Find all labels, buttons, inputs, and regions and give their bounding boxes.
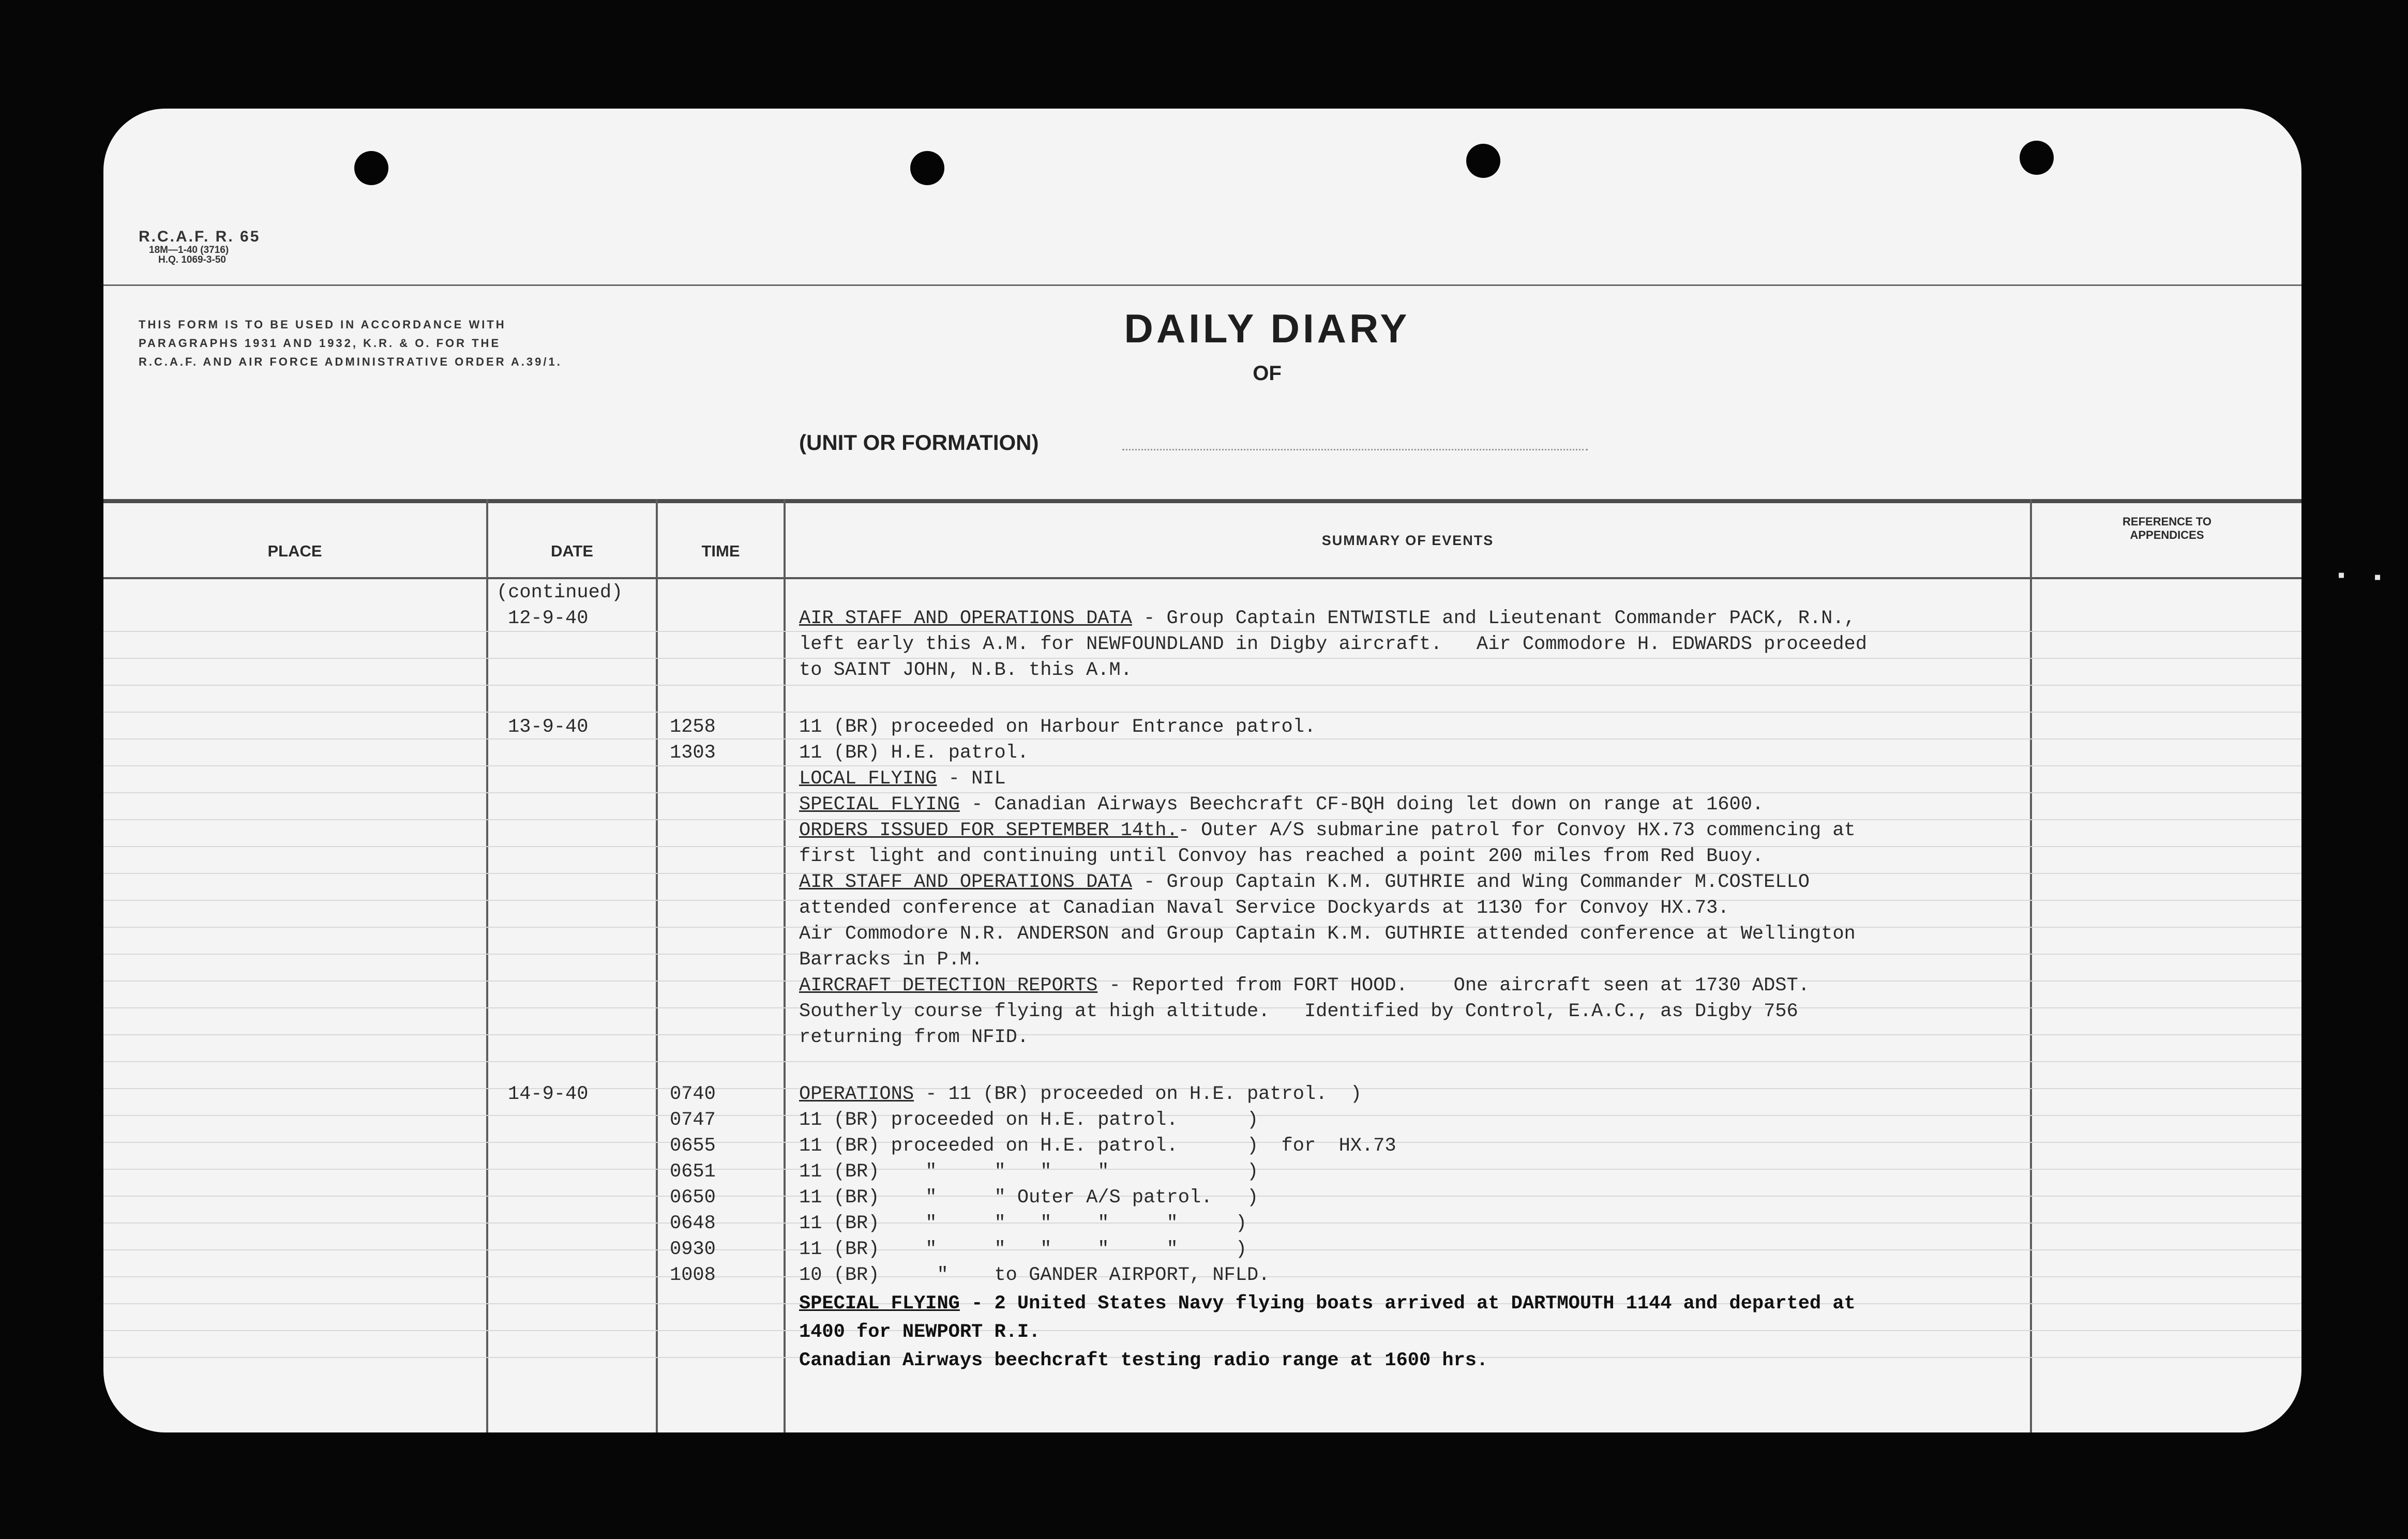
header-divider [103, 284, 2301, 286]
entry-time: 1258 [670, 716, 716, 738]
entry-date: 13-9-40 [508, 716, 589, 738]
entry-time: 0747 [670, 1109, 716, 1131]
scan-speck: ▪ [2374, 566, 2382, 589]
summary-line: 11 (BR) H.E. patrol. [799, 742, 1029, 764]
summary-line: left early this A.M. for NEWFOUNDLAND in Digby aircraft. Air Commodore H. EDWARDS proceeded [799, 633, 1867, 655]
summary-heading: AIRCRAFT DETECTION REPORTS [799, 975, 1098, 997]
summary-line: 11 (BR) proceeded on H.E. patrol. ) for HX.73 [799, 1135, 1396, 1157]
summary-line: 10 (BR) " to GANDER AIRPORT, NFLD. [799, 1264, 1270, 1286]
entry-time: 0650 [670, 1187, 716, 1209]
column-header-date: DATE [550, 542, 594, 560]
summary-line: 11 (BR) " " " " ) [799, 1161, 1259, 1183]
punch-hole [354, 151, 388, 185]
column-divider [486, 499, 488, 1432]
summary-heading: SPECIAL FLYING [799, 1293, 960, 1315]
entry-time: 0740 [670, 1083, 716, 1105]
summary-line: first light and continuing until Convoy has reached a point 200 miles from Red Buoy. [799, 846, 1764, 867]
summary-line: 11 (BR) proceeded on H.E. patrol. ) [799, 1109, 1259, 1131]
title-of: OF [1253, 362, 1282, 385]
summary-line: returning from NFID. [799, 1027, 1029, 1048]
summary-heading: AIR STAFF AND OPERATIONS DATA [799, 871, 1132, 893]
entry-time: 1303 [670, 742, 716, 764]
entry-date: 14-9-40 [508, 1083, 589, 1105]
summary-heading: AIR STAFF AND OPERATIONS DATA [799, 608, 1132, 629]
summary-line: 11 (BR) proceeded on Harbour Entrance patrol. [799, 716, 1316, 738]
summary-line: AIRCRAFT DETECTION REPORTS - Reported from FORT HOOD. One aircraft seen at 1730 ADST. [799, 975, 1810, 997]
summary-line: 11 (BR) " " Outer A/S patrol. ) [799, 1187, 1259, 1209]
summary-heading: ORDERS ISSUED FOR SEPTEMBER 14th. [799, 820, 1178, 841]
punch-hole [1466, 144, 1500, 178]
entry-date: 12-9-40 [508, 608, 589, 629]
summary-line: Air Commodore N.R. ANDERSON and Group Captain K.M. GUTHRIE attended conference at Wellington [799, 923, 1856, 945]
summary-line: SPECIAL FLYING - Canadian Airways Beechcraft CF-BQH doing let down on range at 1600. [799, 794, 1764, 816]
summary-heading: OPERATIONS [799, 1083, 914, 1105]
table-header-rule [103, 577, 2301, 579]
summary-line: OPERATIONS - 11 (BR) proceeded on H.E. patrol. ) [799, 1083, 1362, 1105]
summary-line: AIR STAFF AND OPERATIONS DATA - Group Captain ENTWISTLE and Lieutenant Commander PACK, R.N., [799, 608, 1856, 629]
unit-fill-line [1122, 449, 1588, 450]
summary-line: SPECIAL FLYING - 2 United States Navy flying boats arrived at DARTMOUTH 1144 and departed at [799, 1293, 1856, 1315]
column-divider [784, 499, 786, 1432]
form-code: R.C.A.F. R. 65 18M—1-40 (3716) H.Q. 1069-3-50 [139, 228, 261, 266]
summary-line: to SAINT JOHN, N.B. this A.M. [799, 659, 1132, 681]
summary-line: AIR STAFF AND OPERATIONS DATA - Group Captain K.M. GUTHRIE and Wing Commander M.COSTELLO [799, 871, 1810, 893]
summary-heading: SPECIAL FLYING [799, 794, 960, 816]
column-divider [2030, 499, 2032, 1432]
page-title: DAILY DIARY [1124, 306, 1410, 351]
column-header-time: TIME [701, 542, 740, 560]
diary-form-card [103, 109, 2301, 1432]
punch-hole [910, 151, 944, 185]
column-header-reference: REFERENCE TO APPENDICES [2123, 515, 2211, 541]
entry-time: 1008 [670, 1264, 716, 1286]
entry-time: 0655 [670, 1135, 716, 1157]
entry-time: 0648 [670, 1213, 716, 1234]
summary-heading: LOCAL FLYING [799, 768, 937, 790]
summary-line: Barracks in P.M. [799, 949, 983, 971]
summary-line: 1400 for NEWPORT R.I. [799, 1321, 1041, 1343]
continued-note: (continued) [496, 582, 623, 603]
summary-line: 11 (BR) " " " " " ) [799, 1239, 1247, 1260]
entry-time: 0930 [670, 1239, 716, 1260]
summary-line: Canadian Airways beechcraft testing radio range at 1600 hrs. [799, 1350, 1488, 1371]
table-top-rule [103, 499, 2301, 503]
summary-line: attended conference at Canadian Naval Service Dockyards at 1130 for Convoy HX.73. [799, 897, 1729, 919]
punch-hole [2020, 141, 2054, 175]
column-divider [656, 499, 658, 1432]
entry-time: 0651 [670, 1161, 716, 1183]
unit-label: (UNIT OR FORMATION) [799, 430, 1039, 455]
summary-line: ORDERS ISSUED FOR SEPTEMBER 14th.- Outer A/S submarine patrol for Convoy HX.73 commencing at [799, 820, 1856, 841]
scan-speck: ▪ [2338, 564, 2345, 586]
summary-line: Southerly course flying at high altitude. Identified by Control, E.A.C., as Digby 756 [799, 1001, 1798, 1022]
column-header-place: PLACE [267, 542, 322, 560]
summary-line: 11 (BR) " " " " " ) [799, 1213, 1247, 1234]
column-header-summary: SUMMARY OF EVENTS [1321, 533, 1494, 548]
form-instructions: THIS FORM IS TO BE USED IN ACCORDANCE WITH PARAGRAPHS 1931 AND 1932, K.R. & O. FOR THE R.C.A.F. AND AIR FORCE ADMINISTRATIVE ORDER A.39/1. [139, 318, 562, 368]
summary-line: LOCAL FLYING - NIL [799, 768, 1006, 790]
